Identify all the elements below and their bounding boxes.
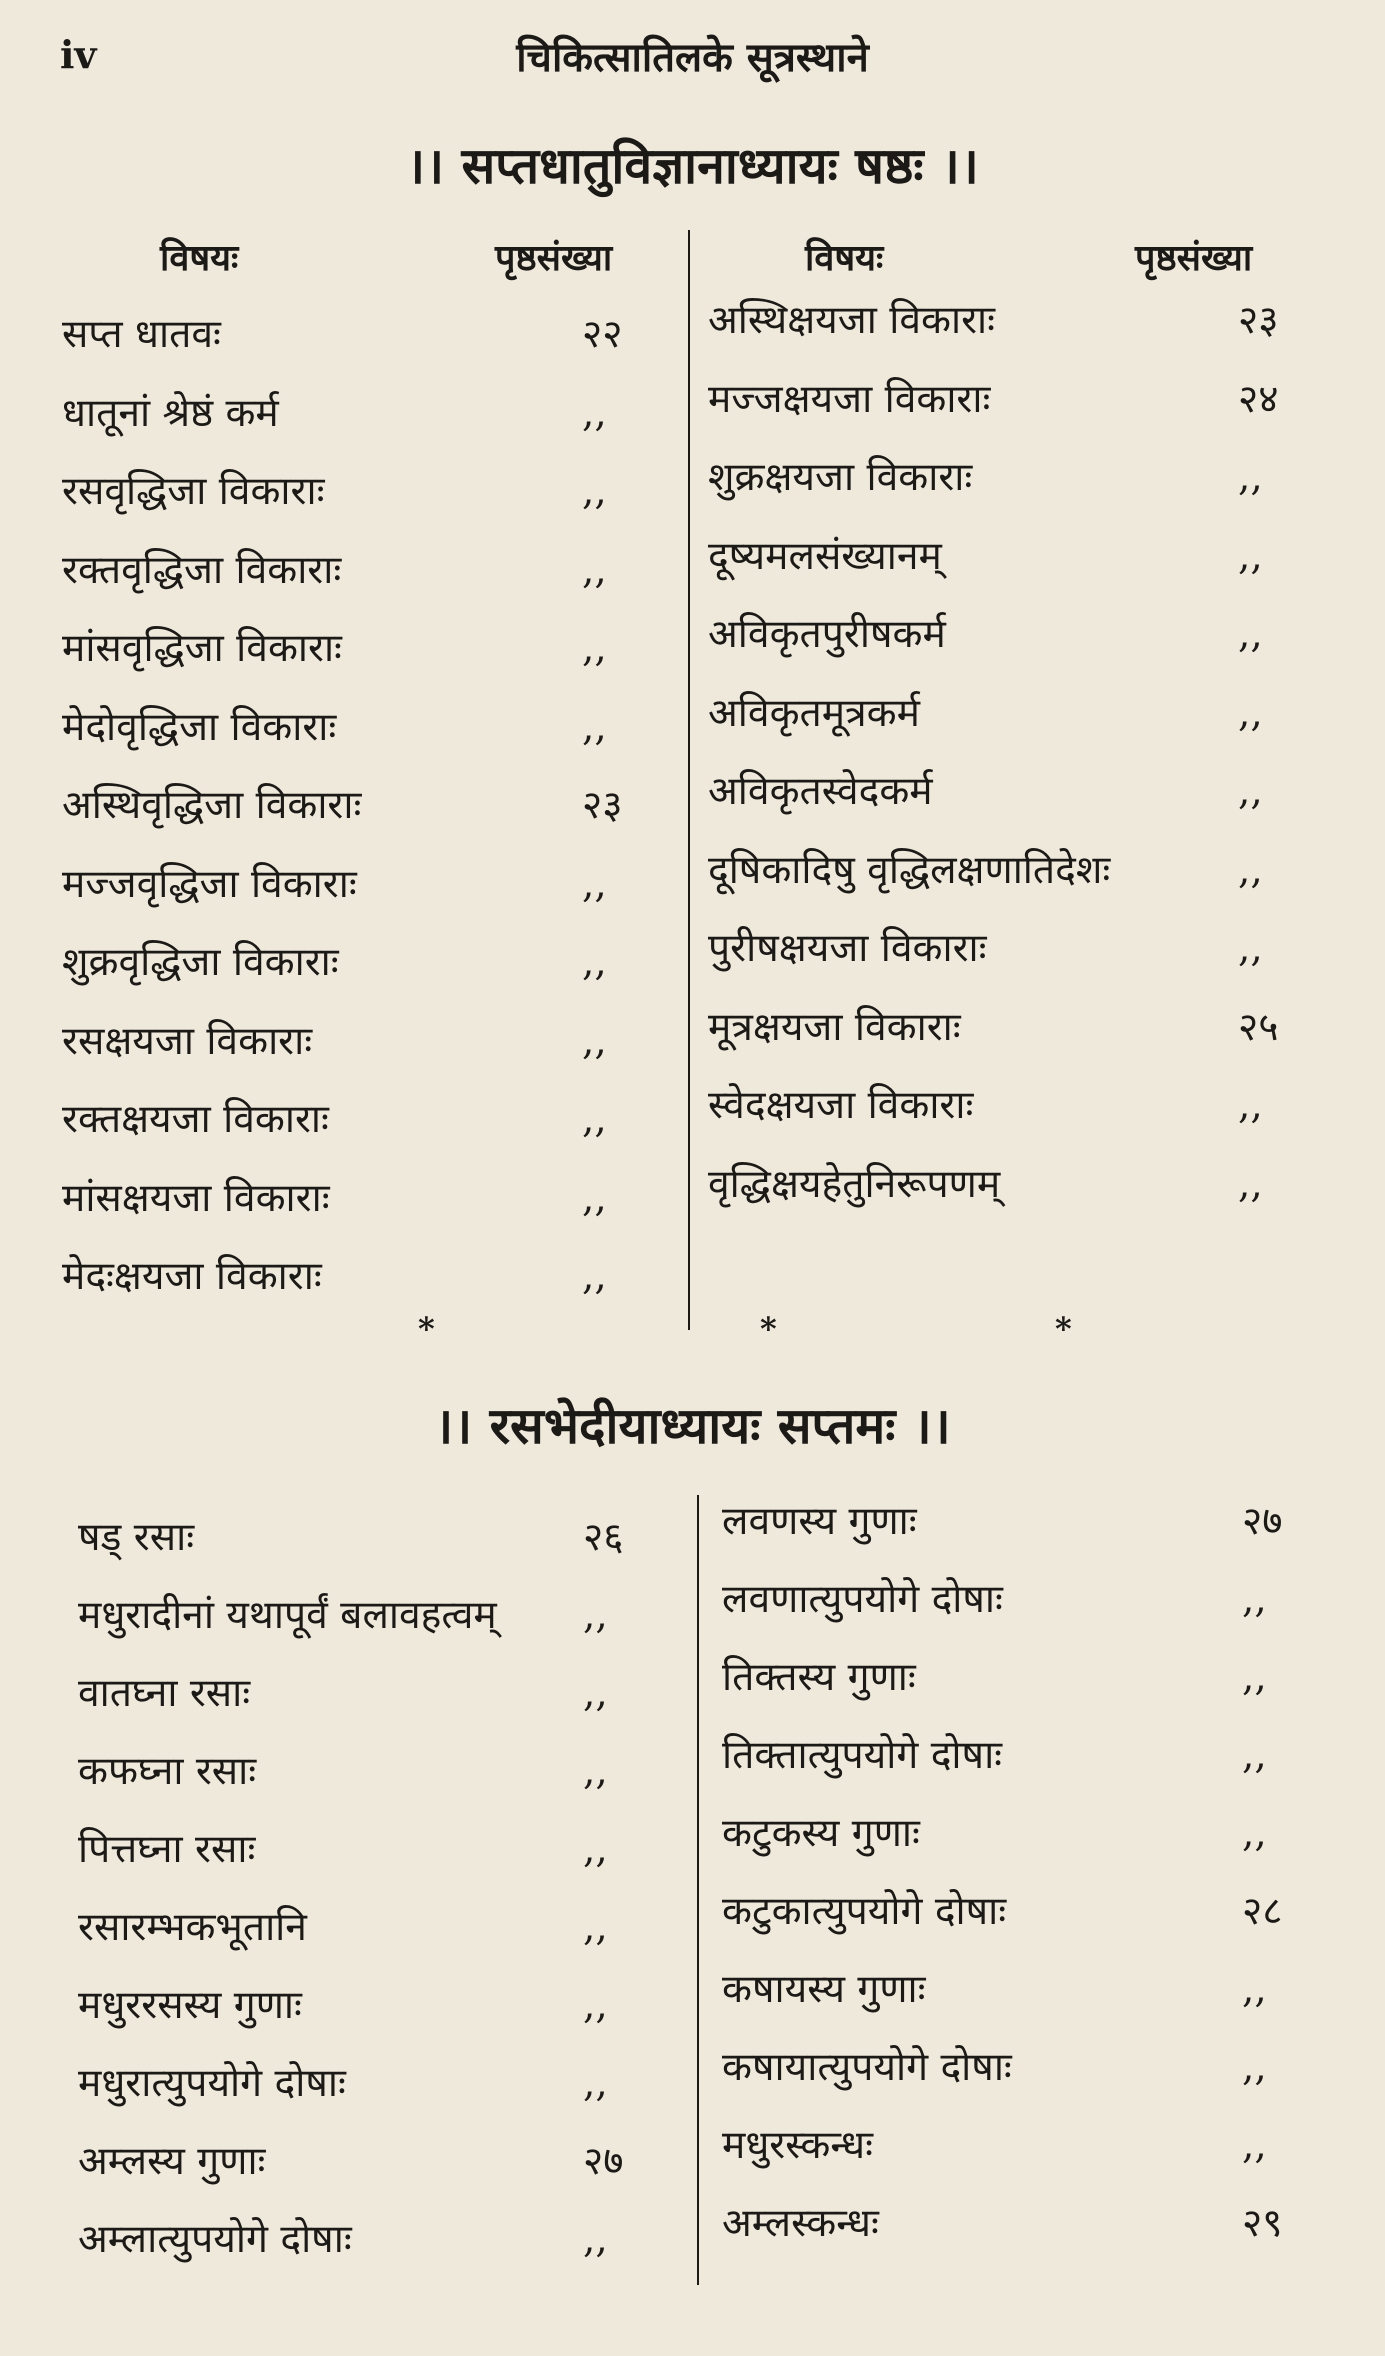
toc-entry (78, 2049, 678, 2119)
toc-entry (62, 1007, 662, 1077)
toc-entry-page: ,, (1242, 2045, 1267, 2090)
toc-entry-page: ,, (1238, 1161, 1263, 1207)
toc-entry (78, 1815, 678, 1885)
toc-entry-topic: अम्लात्युपयोगे दोषाः (78, 2217, 352, 2262)
toc-entry-page: ,, (582, 1254, 607, 1299)
toc-entry-topic: रक्तक्षयजा विकाराः (62, 1097, 329, 1142)
toc-entry-topic: मज्जवृद्धिजा विकाराः (62, 861, 357, 907)
toc-entry (78, 2205, 678, 2275)
toc-entry (62, 536, 662, 606)
toc-entry (708, 443, 1348, 513)
toc-entry (62, 1164, 662, 1234)
toc-entry-topic: रसवृद्धिजा विकाराः (62, 469, 325, 514)
toc-entry-topic: मेदोवृद्धिजा विकाराः (62, 704, 337, 750)
toc-entry (722, 2111, 1362, 2181)
toc-entry-page: ,, (1242, 1577, 1267, 1622)
toc-entry-topic: मांसक्षयजा विकाराः (62, 1175, 330, 1221)
col-header-topic-left: विषयः (160, 237, 239, 279)
toc-entry (722, 1721, 1362, 1791)
toc-entry-page: ,, (1238, 1083, 1263, 1128)
toc-entry-topic: तिक्तात्युपयोगे दोषाः (722, 1733, 1003, 1778)
toc-entry (62, 457, 662, 527)
toc-entry-page: ,, (1238, 612, 1263, 657)
toc-entry (62, 1242, 662, 1312)
toc-entry-page: ,, (582, 704, 607, 750)
toc-entry-page: ,, (583, 1905, 608, 1950)
toc-entry (78, 1971, 678, 2041)
toc-entry-topic: कटुकात्युपयोगे दोषाः (722, 1889, 1007, 1934)
toc-entry-page: २३ (1238, 298, 1279, 343)
toc-entry-page: ,, (582, 1175, 607, 1221)
toc-entry (708, 522, 1348, 592)
toc-entry-topic: दूषिकादिषु वृद्धिलक्षणातिदेशः (708, 847, 1111, 893)
toc-entry-page: ,, (582, 469, 607, 514)
toc-entry (722, 1877, 1362, 1947)
toc-entry (722, 1643, 1362, 1713)
toc-entry-topic: तिक्तस्य गुणाः (722, 1655, 916, 1700)
toc-entry-page: २६ (583, 1515, 624, 1560)
toc-entry-topic: शुक्रक्षयजा विकाराः (708, 455, 973, 500)
toc-entry (78, 1503, 678, 1573)
toc-entry-topic: अम्लस्कन्धः (722, 2201, 879, 2246)
toc-entry-page: ,, (583, 2061, 608, 2106)
toc-entry-page: ,, (1242, 1655, 1267, 1700)
toc-entry-topic: अस्थिक्षयजा विकाराः (708, 298, 995, 343)
toc-entry-topic: मूत्रक्षयजा विकाराः (708, 1004, 961, 1050)
toc-entry-topic: पुरीषक्षयजा विकाराः (708, 926, 987, 971)
toc-entry-topic: रसक्षयजा विकाराः (62, 1018, 313, 1064)
chapter-title-6: ।। सप्तधातुविज्ञानाध्यायः षष्ठः ।। (406, 136, 979, 195)
toc-entry-page: ,, (1238, 847, 1263, 893)
toc-entry-page: ,, (1238, 690, 1263, 736)
toc-entry-topic: कषायस्य गुणाः (722, 1967, 926, 2012)
toc-entry-page: ,, (1242, 2123, 1267, 2168)
toc-entry-page: ,, (583, 1983, 608, 2028)
toc-entry-topic: वृद्धिक्षयहेतुनिरूपणम् (708, 1161, 1001, 1207)
col-header-page-right: पृष्ठसंख्या (1135, 237, 1253, 279)
toc-entry-topic: अविकृतमूत्रकर्म (708, 690, 920, 736)
separator-star: * (760, 1310, 777, 1348)
toc-entry (708, 914, 1348, 984)
toc-entry-topic: कफघ्ना रसाः (78, 1749, 257, 1794)
toc-entry-page: २४ (1238, 376, 1279, 422)
toc-entry-topic: लवणात्युपयोगे दोषाः (722, 1577, 1003, 1622)
toc-entry-page: ,, (1242, 1733, 1267, 1778)
toc-entry-page: ,, (583, 1749, 608, 1794)
column-divider (697, 1495, 699, 2285)
toc-entry-topic: धातूनां श्रेष्ठं कर्म (62, 390, 279, 436)
toc-entry-page: ,, (1238, 926, 1263, 971)
toc-entry (708, 286, 1348, 356)
toc-entry-page: ,, (1238, 533, 1263, 579)
toc-entry (708, 993, 1348, 1063)
running-header: चिकित्सातिलके सूत्रस्थाने (516, 34, 869, 81)
section-separator (0, 1310, 1385, 1370)
col-header-topic-right: विषयः (805, 237, 884, 279)
toc-entry-topic: पित्तघ्ना रसाः (78, 1827, 256, 1872)
toc-entry (722, 1487, 1362, 1557)
toc-entry-topic: मेदःक्षयजा विकाराः (62, 1254, 322, 1299)
toc-entry (78, 2127, 678, 2197)
toc-entry-topic: रक्तवृद्धिजा विकाराः (62, 547, 342, 593)
toc-entry-page: ,, (583, 2217, 608, 2262)
toc-entry-page: ,, (1242, 1811, 1267, 1856)
toc-entry (62, 1085, 662, 1155)
toc-entry (722, 1565, 1362, 1635)
toc-entry (722, 1799, 1362, 1869)
toc-entry-page: २७ (583, 2139, 624, 2184)
toc-entry-page: २२ (582, 312, 623, 357)
toc-entry (78, 1893, 678, 1963)
toc-entry (708, 757, 1348, 827)
toc-entry (708, 365, 1348, 435)
toc-entry (708, 600, 1348, 670)
toc-entry-topic: षड् रसाः (78, 1515, 195, 1560)
page-number: iv (60, 32, 97, 77)
toc-entry (708, 679, 1348, 749)
chapter-title-7: ।। रसभेदीयाध्यायः सप्तमः ।। (434, 1396, 951, 1455)
toc-entry-topic: मधुरात्युपयोगे दोषाः (78, 2061, 346, 2106)
toc-entry (62, 693, 662, 763)
toc-entry (708, 836, 1348, 906)
toc-entry-topic: रसारम्भकभूतानि (78, 1905, 307, 1950)
toc-entry-page: ,, (582, 1018, 607, 1064)
toc-entry-page: ,, (1238, 455, 1263, 500)
toc-entry-topic: लवणस्य गुणाः (722, 1499, 917, 1544)
toc-entry-topic: दूष्यमलसंख्यानम् (708, 533, 942, 579)
toc-entry-topic: मधुरादीनां यथापूर्वं बलावहत्वम् (78, 1593, 497, 1638)
toc-entry-page: ,, (582, 940, 607, 985)
toc-entry-page: ,, (582, 861, 607, 907)
toc-entry-topic: मांसवृद्धिजा विकाराः (62, 626, 342, 671)
toc-entry-page: ,, (582, 547, 607, 593)
toc-entry-topic: मधुररसस्य गुणाः (78, 1983, 302, 2028)
toc-entry (722, 2033, 1362, 2103)
toc-entry-topic: अविकृतपुरीषकर्म (708, 612, 946, 657)
toc-entry (62, 771, 662, 841)
toc-entry-page: २८ (1242, 1889, 1283, 1934)
toc-entry-page: २५ (1238, 1004, 1279, 1050)
toc-entry-page: ,, (583, 1827, 608, 1872)
toc-entry (78, 1581, 678, 1651)
column-divider (688, 230, 690, 1330)
toc-entry (62, 614, 662, 684)
toc-entry-topic: कटुकस्य गुणाः (722, 1811, 920, 1856)
toc-entry-page: २३ (582, 783, 623, 828)
toc-entry-topic: स्वेदक्षयजा विकाराः (708, 1083, 974, 1128)
toc-entry (708, 1150, 1348, 1220)
toc-entry-page: २९ (1242, 2201, 1283, 2246)
toc-entry (62, 928, 662, 998)
toc-entry-page: ,, (1242, 1967, 1267, 2012)
toc-entry (62, 300, 662, 370)
toc-entry-page: २७ (1242, 1499, 1283, 1544)
col-header-page-left: पृष्ठसंख्या (495, 237, 613, 279)
toc-entry-topic: शुक्रवृद्धिजा विकाराः (62, 940, 339, 985)
toc-entry (62, 850, 662, 920)
toc-entry-topic: अम्लस्य गुणाः (78, 2139, 266, 2184)
toc-entry-topic: सप्त धातवः (62, 312, 221, 357)
toc-entry (722, 1955, 1362, 2025)
toc-entry-topic: अस्थिवृद्धिजा विकाराः (62, 783, 362, 828)
toc-entry-page: ,, (583, 1671, 608, 1716)
toc-entry (62, 379, 662, 449)
toc-entry-topic: कषायात्युपयोगे दोषाः (722, 2045, 1012, 2090)
toc-entry-page: ,, (582, 390, 607, 436)
separator-star: * (418, 1310, 435, 1348)
toc-entry-topic: अविकृतस्वेदकर्म (708, 769, 933, 814)
toc-entry-page: ,, (582, 1097, 607, 1142)
toc-entry (722, 2189, 1362, 2259)
toc-entry (708, 1071, 1348, 1141)
toc-entry-topic: मधुरस्कन्धः (722, 2123, 874, 2168)
toc-entry-topic: वातघ्ना रसाः (78, 1671, 251, 1716)
toc-entry-page: ,, (1238, 769, 1263, 814)
toc-entry-page: ,, (583, 1593, 608, 1638)
toc-entry (78, 1659, 678, 1729)
toc-entry-topic: मज्जक्षयजा विकाराः (708, 376, 991, 422)
toc-entry-page: ,, (582, 626, 607, 671)
toc-entry (78, 1737, 678, 1807)
separator-star: * (1055, 1310, 1072, 1348)
